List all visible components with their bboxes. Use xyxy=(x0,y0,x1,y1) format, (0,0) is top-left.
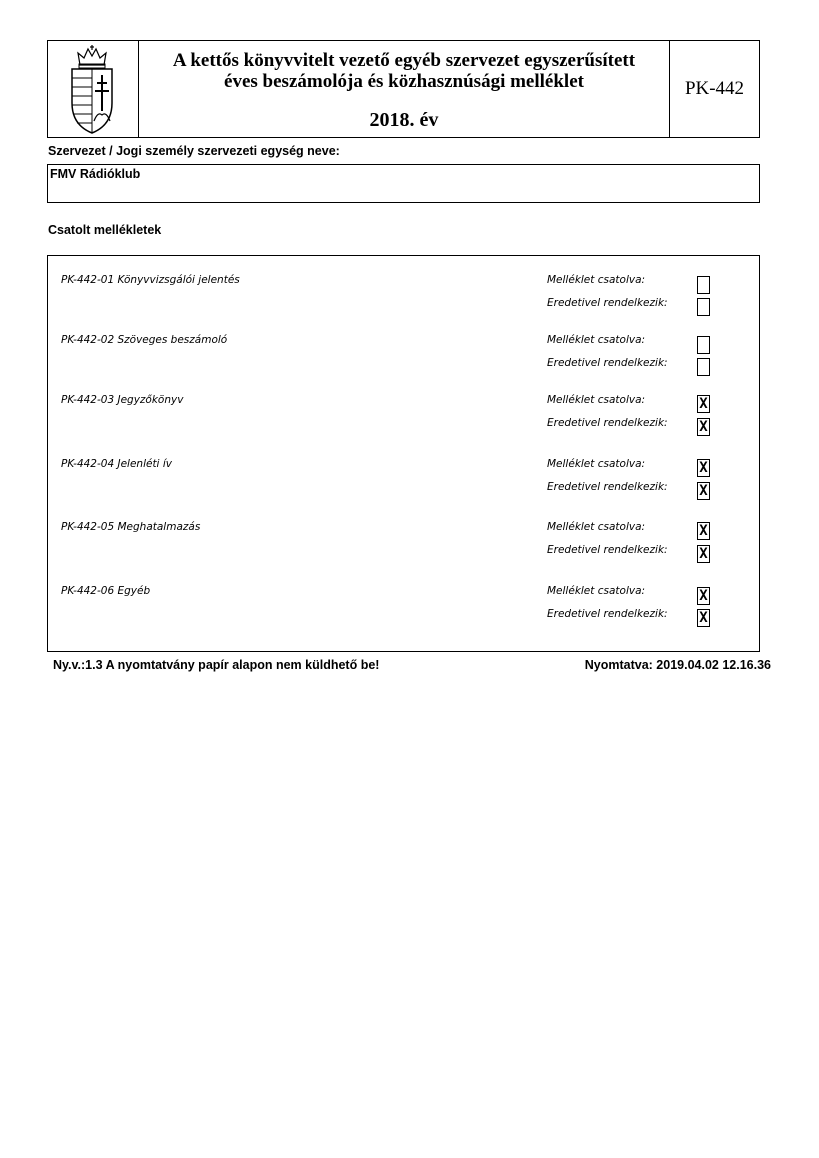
organization-name: FMV Rádióklub xyxy=(50,167,141,181)
attachment-row xyxy=(48,585,759,635)
original-checkbox[interactable]: X xyxy=(697,482,710,500)
original-checkbox[interactable]: X xyxy=(697,418,710,436)
attached-checkbox[interactable]: X xyxy=(697,395,710,413)
original-checkbox[interactable] xyxy=(697,298,710,316)
attachment-row xyxy=(48,274,759,324)
hungarian-coat-of-arms-icon xyxy=(66,45,118,135)
attached-checkbox[interactable]: X xyxy=(697,587,710,605)
organization-box xyxy=(47,164,760,203)
footer-version-note: Ny.v.:1.3 A nyomtatvány papír alapon nem küldhető be! xyxy=(53,658,380,672)
attachment-row xyxy=(48,521,759,571)
attachment-name: PK-442-01 Könyvvizsgálói jelentés xyxy=(61,274,240,286)
attachment-name: PK-442-06 Egyéb xyxy=(61,585,151,597)
form-code: PK-442 xyxy=(684,78,745,99)
attached-label: Melléklet csatolva: xyxy=(547,521,646,533)
original-label: Eredetivel rendelkezik: xyxy=(547,544,668,556)
attached-label: Melléklet csatolva: xyxy=(547,334,646,346)
footer-print-date: Nyomtatva: 2019.04.02 12.16.36 xyxy=(584,658,771,672)
form-year: 2018. év xyxy=(369,109,439,131)
attached-label: Melléklet csatolva: xyxy=(547,585,646,597)
attachment-row xyxy=(48,458,759,508)
attachment-name: PK-442-05 Meghatalmazás xyxy=(61,521,201,533)
original-label: Eredetivel rendelkezik: xyxy=(547,357,668,369)
attachments-label: Csatolt mellékletek xyxy=(48,223,162,237)
attachment-row xyxy=(48,394,759,444)
original-checkbox[interactable] xyxy=(697,358,710,376)
attached-checkbox[interactable] xyxy=(697,276,710,294)
title-line-1: A kettős könyvvitelt vezető egyéb szervezet egyszerűsített xyxy=(172,50,636,71)
attachment-name: PK-442-03 Jegyzőkönyv xyxy=(61,394,184,406)
attachment-row xyxy=(48,334,759,384)
attached-checkbox[interactable]: X xyxy=(697,459,710,477)
attached-checkbox[interactable]: X xyxy=(697,522,710,540)
attachment-name: PK-442-02 Szöveges beszámoló xyxy=(61,334,228,346)
original-label: Eredetivel rendelkezik: xyxy=(547,297,668,309)
form-title xyxy=(139,41,670,137)
organization-label: Szervezet / Jogi személy szervezeti egység neve: xyxy=(48,144,340,158)
original-label: Eredetivel rendelkezik: xyxy=(547,481,668,493)
original-label: Eredetivel rendelkezik: xyxy=(547,608,668,620)
form-header xyxy=(47,40,760,138)
original-label: Eredetivel rendelkezik: xyxy=(547,417,668,429)
logo-cell xyxy=(48,41,139,137)
original-checkbox[interactable]: X xyxy=(697,609,710,627)
attached-label: Melléklet csatolva: xyxy=(547,274,646,286)
title-line-2: éves beszámolója és közhasznúsági melléklet xyxy=(224,71,584,92)
attached-checkbox[interactable] xyxy=(697,336,710,354)
attached-label: Melléklet csatolva: xyxy=(547,394,646,406)
attached-label: Melléklet csatolva: xyxy=(547,458,646,470)
attachments-box xyxy=(47,255,760,652)
original-checkbox[interactable]: X xyxy=(697,545,710,563)
attachment-name: PK-442-04 Jelenléti ív xyxy=(61,458,172,470)
